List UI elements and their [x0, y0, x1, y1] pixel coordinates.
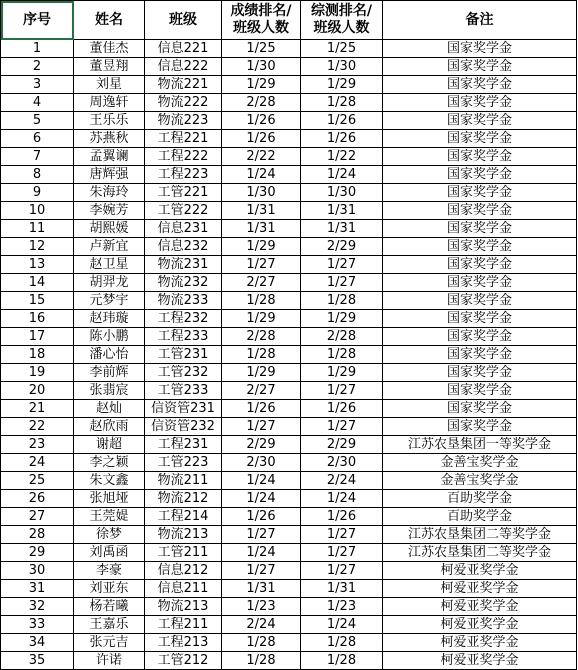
cell-name[interactable]: 陈小鹏	[74, 328, 145, 346]
cell-score-rank[interactable]: 1/28	[222, 292, 301, 310]
cell-index[interactable]: 34	[1, 634, 74, 652]
cell-class[interactable]: 工管222	[145, 202, 222, 220]
cell-note[interactable]: 国家奖学金	[383, 382, 577, 400]
cell-score-rank[interactable]: 1/29	[222, 364, 301, 382]
cell-name[interactable]: 唐辉强	[74, 166, 145, 184]
table-row	[1, 112, 577, 130]
cell-class[interactable]: 工程231	[145, 436, 222, 454]
cell-note[interactable]: 国家奖学金	[383, 76, 577, 94]
cell-score-rank[interactable]: 1/23	[222, 598, 301, 616]
cell-class[interactable]: 工管223	[145, 454, 222, 472]
cell-index[interactable]: 29	[1, 544, 74, 562]
cell-name[interactable]: 王嘉乐	[74, 616, 145, 634]
cell-note[interactable]: 国家奖学金	[383, 400, 577, 418]
cell-name[interactable]: 周逸轩	[74, 94, 145, 112]
cell-overall-rank[interactable]: 2/28	[301, 328, 383, 346]
cell-overall-rank[interactable]: 1/26	[301, 112, 383, 130]
cell-score-rank[interactable]: 2/27	[222, 382, 301, 400]
cell-score-rank[interactable]: 1/28	[222, 634, 301, 652]
header-row	[1, 1, 577, 40]
cell-overall-rank[interactable]: 1/28	[301, 94, 383, 112]
cell-index[interactable]: 2	[1, 58, 74, 76]
cell-name[interactable]: 朱文鑫	[74, 472, 145, 490]
cell-overall-rank[interactable]: 1/30	[301, 184, 383, 202]
cell-index[interactable]: 28	[1, 526, 74, 544]
cell-class[interactable]: 物流233	[145, 292, 222, 310]
cell-class[interactable]: 信资管232	[145, 418, 222, 436]
cell-note[interactable]: 国家奖学金	[383, 364, 577, 382]
cell-class[interactable]: 物流222	[145, 94, 222, 112]
cell-name[interactable]: 赵卫星	[74, 256, 145, 274]
cell-overall-rank[interactable]: 1/24	[301, 490, 383, 508]
cell-index[interactable]: 13	[1, 256, 74, 274]
cell-class[interactable]: 物流232	[145, 274, 222, 292]
cell-overall-rank[interactable]: 1/22	[301, 148, 383, 166]
cell-name[interactable]: 潘心怡	[74, 346, 145, 364]
cell-overall-rank[interactable]: 1/29	[301, 76, 383, 94]
cell-note[interactable]: 柯爱亚奖学金	[383, 616, 577, 634]
cell-note[interactable]: 国家奖学金	[383, 166, 577, 184]
cell-index[interactable]: 31	[1, 580, 74, 598]
cell-note[interactable]: 柯爱亚奖学金	[383, 598, 577, 616]
cell-note[interactable]: 国家奖学金	[383, 346, 577, 364]
cell-class[interactable]: 物流212	[145, 490, 222, 508]
table-row	[1, 76, 577, 94]
cell-note[interactable]: 百助奖学金	[383, 490, 577, 508]
cell-note[interactable]: 国家奖学金	[383, 328, 577, 346]
cell-name[interactable]: 胡羿龙	[74, 274, 145, 292]
table-header	[1, 1, 577, 40]
cell-overall-rank[interactable]: 1/25	[301, 40, 383, 58]
header-cell-name[interactable]: 姓名	[74, 1, 145, 40]
cell-name[interactable]: 孟翼谰	[74, 148, 145, 166]
cell-note[interactable]: 国家奖学金	[383, 58, 577, 76]
cell-class[interactable]: 工管233	[145, 382, 222, 400]
cell-index[interactable]: 20	[1, 382, 74, 400]
cell-class[interactable]: 物流231	[145, 256, 222, 274]
cell-index[interactable]: 25	[1, 472, 74, 490]
table-row	[1, 652, 577, 670]
cell-overall-rank[interactable]: 1/26	[301, 130, 383, 148]
cell-note[interactable]: 百助奖学金	[383, 508, 577, 526]
cell-index[interactable]: 4	[1, 94, 74, 112]
cell-index[interactable]: 15	[1, 292, 74, 310]
cell-index[interactable]: 35	[1, 652, 74, 670]
cell-score-rank[interactable]: 1/27	[222, 526, 301, 544]
cell-name[interactable]: 王乐乐	[74, 112, 145, 130]
table-row	[1, 94, 577, 112]
cell-class[interactable]: 工程213	[145, 634, 222, 652]
header-cell-index[interactable]: 序号	[1, 1, 74, 40]
cell-index[interactable]: 30	[1, 562, 74, 580]
cell-name[interactable]: 谢超	[74, 436, 145, 454]
cell-overall-rank[interactable]: 1/28	[301, 652, 383, 670]
cell-index[interactable]: 3	[1, 76, 74, 94]
cell-name[interactable]: 朱海玲	[74, 184, 145, 202]
cell-class[interactable]: 工程211	[145, 616, 222, 634]
cell-overall-rank[interactable]: 1/29	[301, 310, 383, 328]
cell-note[interactable]: 国家奖学金	[383, 94, 577, 112]
cell-score-rank[interactable]: 1/26	[222, 112, 301, 130]
cell-name[interactable]: 赵灿	[74, 400, 145, 418]
cell-class[interactable]: 工程223	[145, 166, 222, 184]
cell-overall-rank[interactable]: 1/27	[301, 544, 383, 562]
cell-overall-rank[interactable]: 1/27	[301, 562, 383, 580]
cell-note[interactable]: 江苏农垦集团二等奖学金	[383, 544, 577, 562]
cell-name[interactable]: 胡熙媛	[74, 220, 145, 238]
table-row	[1, 400, 577, 418]
table-row	[1, 436, 577, 454]
cell-score-rank[interactable]: 2/28	[222, 328, 301, 346]
header-cell-score-rank[interactable]: 成绩排名/ 班级人数	[222, 1, 301, 40]
cell-score-rank[interactable]: 1/29	[222, 76, 301, 94]
table-row	[1, 526, 577, 544]
cell-index[interactable]: 19	[1, 364, 74, 382]
cell-name[interactable]: 苏燕秋	[74, 130, 145, 148]
cell-class[interactable]: 工程232	[145, 310, 222, 328]
cell-note[interactable]: 国家奖学金	[383, 418, 577, 436]
cell-name[interactable]: 董昱翔	[74, 58, 145, 76]
table-row	[1, 310, 577, 328]
table-row	[1, 274, 577, 292]
cell-overall-rank[interactable]: 1/24	[301, 166, 383, 184]
cell-class[interactable]: 工程214	[145, 508, 222, 526]
cell-note[interactable]: 柯爱亚奖学金	[383, 652, 577, 670]
cell-class[interactable]: 工管232	[145, 364, 222, 382]
cell-index[interactable]: 1	[1, 40, 74, 58]
table-row	[1, 544, 577, 562]
cell-index[interactable]: 11	[1, 220, 74, 238]
cell-note[interactable]: 国家奖学金	[383, 274, 577, 292]
cell-overall-rank[interactable]: 1/26	[301, 508, 383, 526]
cell-score-rank[interactable]: 1/24	[222, 544, 301, 562]
cell-note[interactable]: 国家奖学金	[383, 112, 577, 130]
cell-class[interactable]: 物流223	[145, 112, 222, 130]
cell-class[interactable]: 信息231	[145, 220, 222, 238]
table-row	[1, 238, 577, 256]
cell-class[interactable]: 信息221	[145, 40, 222, 58]
cell-index[interactable]: 16	[1, 310, 74, 328]
cell-class[interactable]: 工管221	[145, 184, 222, 202]
cell-index[interactable]: 14	[1, 274, 74, 292]
cell-index[interactable]: 5	[1, 112, 74, 130]
cell-index[interactable]: 10	[1, 202, 74, 220]
cell-score-rank[interactable]: 1/31	[222, 580, 301, 598]
cell-index[interactable]: 21	[1, 400, 74, 418]
cell-note[interactable]: 江苏农垦集团一等奖学金	[383, 436, 577, 454]
cell-index[interactable]: 27	[1, 508, 74, 526]
cell-note[interactable]: 江苏农垦集团二等奖学金	[383, 526, 577, 544]
cell-note[interactable]: 国家奖学金	[383, 256, 577, 274]
cell-overall-rank[interactable]: 1/23	[301, 598, 383, 616]
cell-overall-rank[interactable]: 1/27	[301, 274, 383, 292]
cell-name[interactable]: 徐梦	[74, 526, 145, 544]
cell-note[interactable]: 国家奖学金	[383, 40, 577, 58]
cell-index[interactable]: 24	[1, 454, 74, 472]
cell-name[interactable]: 董佳杰	[74, 40, 145, 58]
header-cell-class[interactable]: 班级	[145, 1, 222, 40]
table-row	[1, 580, 577, 598]
table-row	[1, 40, 577, 58]
cell-class[interactable]: 信息232	[145, 238, 222, 256]
cell-name[interactable]: 刘禹函	[74, 544, 145, 562]
cell-index[interactable]: 33	[1, 616, 74, 634]
cell-score-rank[interactable]: 2/28	[222, 94, 301, 112]
cell-score-rank[interactable]: 1/29	[222, 238, 301, 256]
cell-score-rank[interactable]: 1/31	[222, 202, 301, 220]
cell-index[interactable]: 9	[1, 184, 74, 202]
cell-overall-rank[interactable]: 1/27	[301, 256, 383, 274]
cell-name[interactable]: 张翡宸	[74, 382, 145, 400]
table-row	[1, 58, 577, 76]
cell-class[interactable]: 工管211	[145, 544, 222, 562]
cell-score-rank[interactable]: 1/26	[222, 130, 301, 148]
cell-note[interactable]: 金善宝奖学金	[383, 454, 577, 472]
cell-note[interactable]: 国家奖学金	[383, 184, 577, 202]
cell-overall-rank[interactable]: 1/28	[301, 292, 383, 310]
table-row	[1, 166, 577, 184]
cell-score-rank[interactable]: 1/28	[222, 346, 301, 364]
cell-overall-rank[interactable]: 1/30	[301, 58, 383, 76]
cell-overall-rank[interactable]: 1/28	[301, 634, 383, 652]
table-row	[1, 148, 577, 166]
table-row	[1, 202, 577, 220]
cell-score-rank[interactable]: 1/28	[222, 652, 301, 670]
table-row	[1, 634, 577, 652]
cell-index[interactable]: 32	[1, 598, 74, 616]
cell-name[interactable]: 卢新宜	[74, 238, 145, 256]
cell-name[interactable]: 张旭垭	[74, 490, 145, 508]
table-row	[1, 256, 577, 274]
table-row	[1, 616, 577, 634]
cell-note[interactable]: 国家奖学金	[383, 148, 577, 166]
table-row	[1, 292, 577, 310]
cell-note[interactable]: 柯爱亚奖学金	[383, 562, 577, 580]
cell-overall-rank[interactable]: 1/24	[301, 616, 383, 634]
cell-class[interactable]: 信资管231	[145, 400, 222, 418]
cell-overall-rank[interactable]: 1/31	[301, 580, 383, 598]
cell-overall-rank[interactable]: 1/28	[301, 346, 383, 364]
table-row	[1, 364, 577, 382]
cell-name[interactable]: 刘星	[74, 76, 145, 94]
cell-name[interactable]: 赵玮璇	[74, 310, 145, 328]
table-row	[1, 418, 577, 436]
table-row	[1, 328, 577, 346]
table-row	[1, 598, 577, 616]
cell-index[interactable]: 22	[1, 418, 74, 436]
cell-class[interactable]: 物流221	[145, 76, 222, 94]
cell-index[interactable]: 7	[1, 148, 74, 166]
header-cell-overall-rank[interactable]: 综测排名/ 班级人数	[301, 1, 383, 40]
cell-class[interactable]: 工管212	[145, 652, 222, 670]
cell-overall-rank[interactable]: 1/27	[301, 418, 383, 436]
cell-overall-rank[interactable]: 1/31	[301, 202, 383, 220]
table-row	[1, 220, 577, 238]
cell-note[interactable]: 国家奖学金	[383, 130, 577, 148]
cell-score-rank[interactable]: 1/25	[222, 40, 301, 58]
cell-score-rank[interactable]: 2/22	[222, 148, 301, 166]
cell-note[interactable]: 国家奖学金	[383, 202, 577, 220]
cell-score-rank[interactable]: 2/30	[222, 454, 301, 472]
cell-score-rank[interactable]: 1/24	[222, 472, 301, 490]
cell-class[interactable]: 物流211	[145, 472, 222, 490]
cell-index[interactable]: 17	[1, 328, 74, 346]
table-row	[1, 562, 577, 580]
cell-overall-rank[interactable]: 1/27	[301, 526, 383, 544]
cell-class[interactable]: 工管231	[145, 346, 222, 364]
cell-score-rank[interactable]: 1/24	[222, 166, 301, 184]
cell-score-rank[interactable]: 1/31	[222, 220, 301, 238]
cell-score-rank[interactable]: 1/26	[222, 508, 301, 526]
cell-name[interactable]: 杨若曦	[74, 598, 145, 616]
table-row	[1, 130, 577, 148]
cell-name[interactable]: 张元吉	[74, 634, 145, 652]
table-row	[1, 508, 577, 526]
cell-class[interactable]: 工程221	[145, 130, 222, 148]
cell-name[interactable]: 李婉芳	[74, 202, 145, 220]
cell-name[interactable]: 李前辉	[74, 364, 145, 382]
table-row	[1, 382, 577, 400]
cell-index[interactable]: 23	[1, 436, 74, 454]
cell-score-rank[interactable]: 1/24	[222, 490, 301, 508]
cell-note[interactable]: 金善宝奖学金	[383, 472, 577, 490]
cell-overall-rank[interactable]: 1/31	[301, 220, 383, 238]
cell-overall-rank[interactable]: 1/26	[301, 400, 383, 418]
cell-score-rank[interactable]: 2/24	[222, 616, 301, 634]
table-row	[1, 490, 577, 508]
cell-note[interactable]: 柯爱亚奖学金	[383, 580, 577, 598]
cell-class[interactable]: 信息211	[145, 580, 222, 598]
cell-score-rank[interactable]: 1/27	[222, 562, 301, 580]
cell-score-rank[interactable]: 2/27	[222, 274, 301, 292]
cell-score-rank[interactable]: 1/27	[222, 418, 301, 436]
cell-overall-rank[interactable]: 2/30	[301, 454, 383, 472]
cell-class[interactable]: 信息212	[145, 562, 222, 580]
cell-name[interactable]: 元梦宇	[74, 292, 145, 310]
cell-name[interactable]: 李豪	[74, 562, 145, 580]
table-row	[1, 184, 577, 202]
cell-class[interactable]: 工程233	[145, 328, 222, 346]
cell-note[interactable]: 国家奖学金	[383, 238, 577, 256]
cell-score-rank[interactable]: 1/29	[222, 310, 301, 328]
cell-class[interactable]: 信息222	[145, 58, 222, 76]
cell-score-rank[interactable]: 1/26	[222, 400, 301, 418]
cell-score-rank[interactable]: 2/29	[222, 436, 301, 454]
cell-note[interactable]: 柯爱亚奖学金	[383, 634, 577, 652]
header-cell-note[interactable]: 备注	[383, 1, 577, 40]
cell-index[interactable]: 12	[1, 238, 74, 256]
cell-note[interactable]: 国家奖学金	[383, 310, 577, 328]
cell-note[interactable]: 国家奖学金	[383, 292, 577, 310]
cell-class[interactable]: 工程222	[145, 148, 222, 166]
cell-score-rank[interactable]: 1/30	[222, 184, 301, 202]
cell-index[interactable]: 18	[1, 346, 74, 364]
table-row	[1, 454, 577, 472]
table-row	[1, 472, 577, 490]
cell-name[interactable]: 王莞媞	[74, 508, 145, 526]
cell-index[interactable]: 26	[1, 490, 74, 508]
cell-name[interactable]: 刘亚东	[74, 580, 145, 598]
cell-overall-rank[interactable]: 2/24	[301, 472, 383, 490]
cell-name[interactable]: 赵欣雨	[74, 418, 145, 436]
cell-score-rank[interactable]: 1/30	[222, 58, 301, 76]
cell-index[interactable]: 6	[1, 130, 74, 148]
cell-name[interactable]: 许诺	[74, 652, 145, 670]
table-row	[1, 346, 577, 364]
cell-index[interactable]: 8	[1, 166, 74, 184]
cell-overall-rank[interactable]: 2/29	[301, 238, 383, 256]
cell-overall-rank[interactable]: 1/29	[301, 364, 383, 382]
cell-note[interactable]: 国家奖学金	[383, 220, 577, 238]
cell-overall-rank[interactable]: 1/27	[301, 382, 383, 400]
cell-class[interactable]: 物流213	[145, 526, 222, 544]
cell-score-rank[interactable]: 1/27	[222, 256, 301, 274]
cell-overall-rank[interactable]: 2/29	[301, 436, 383, 454]
cell-name[interactable]: 李之颖	[74, 454, 145, 472]
cell-class[interactable]: 物流213	[145, 598, 222, 616]
table-body	[1, 40, 577, 670]
